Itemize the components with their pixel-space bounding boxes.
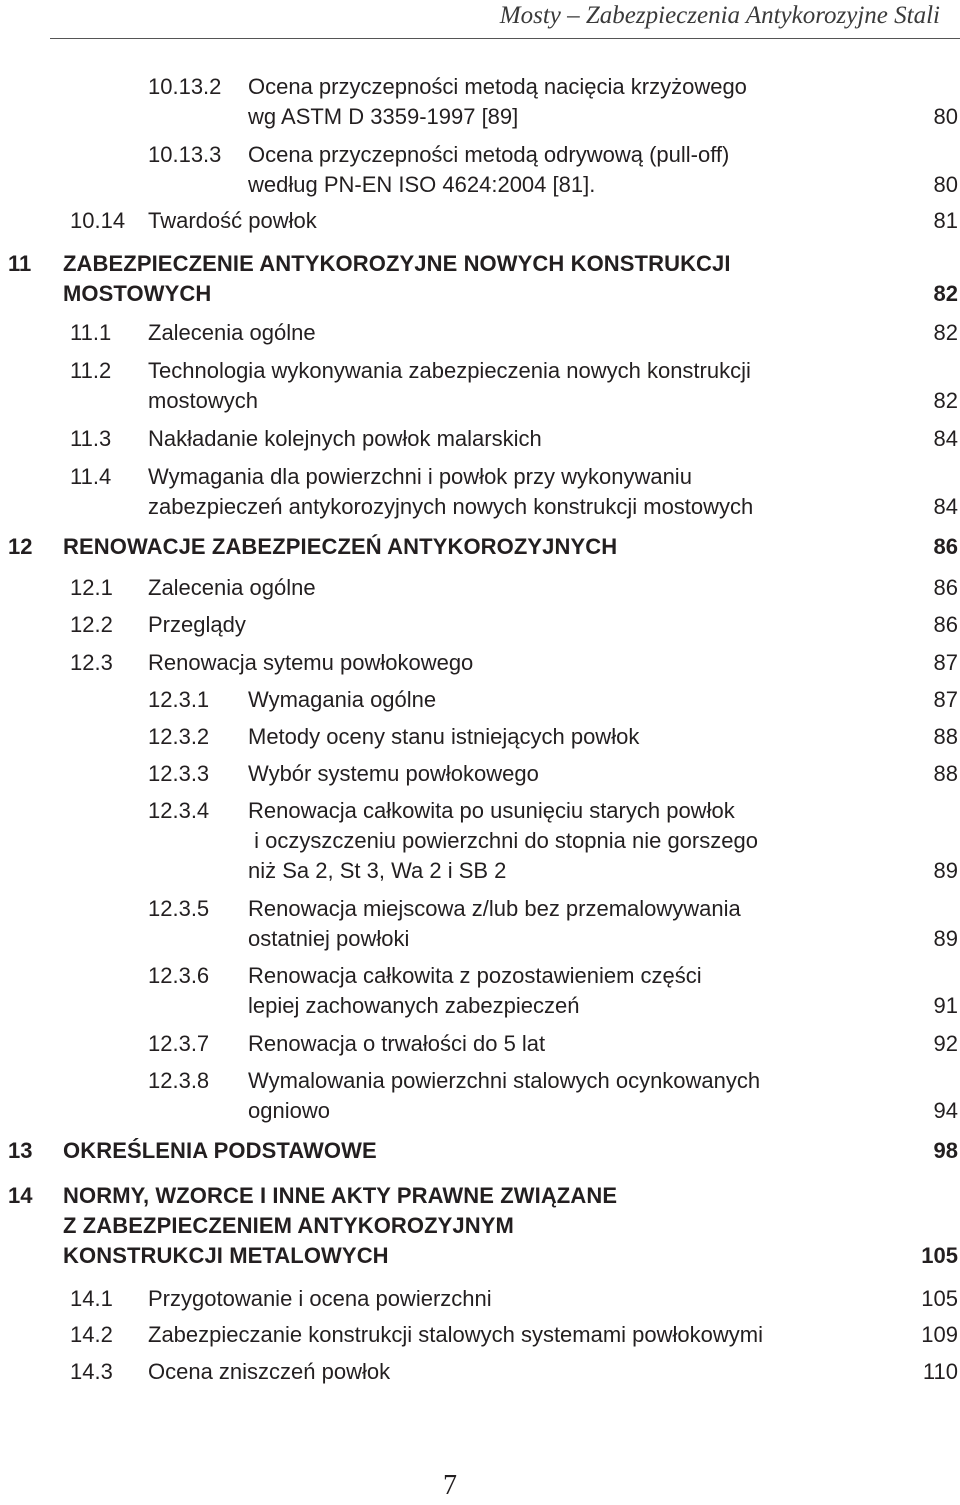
toc-entry[interactable] <box>0 894 960 954</box>
toc-entry[interactable] <box>0 356 960 416</box>
toc-entry[interactable] <box>0 648 960 678</box>
toc-entry-page: 88 <box>933 761 958 786</box>
running-header: Mosty – Zabezpieczenia Antykorozyjne Stali <box>499 2 940 29</box>
toc-entry-page: 86 <box>933 612 958 637</box>
toc-entry-title-line: Z ZABEZPIECZENIEM ANTYKOROZYJNYM <box>63 1213 514 1238</box>
toc-entry-page: 86 <box>933 575 958 600</box>
toc-entry-title-line: Twardość powłok <box>148 208 317 233</box>
toc-entry[interactable] <box>0 1066 960 1126</box>
toc-entry[interactable] <box>0 462 960 522</box>
toc-entry-page: 98 <box>933 1138 958 1163</box>
toc-entry-title-line: Ocena zniszczeń powłok <box>148 1359 391 1384</box>
toc-entry-title-line: Zalecenia ogólne <box>148 575 316 600</box>
toc-entry-number: 12.3.7 <box>148 1031 210 1056</box>
toc-entry-title-line: Ocena przyczepności metodą odrywową (pull-off) <box>248 142 730 167</box>
toc-entry[interactable] <box>0 72 960 132</box>
toc-entry-page: 84 <box>933 426 958 451</box>
toc-entry-page: 110 <box>922 1359 958 1384</box>
toc-entry-title-line: według PN-EN ISO 4624:2004 [81]. <box>248 172 596 197</box>
toc-entry-title-line: OKREŚLENIA PODSTAWOWE <box>63 1138 377 1163</box>
toc-entry-title-line: i oczyszczeniu powierzchni do stopnia nie gorszego <box>248 828 758 853</box>
toc-entry-title-line: Metody oceny stanu istniejących powłok <box>248 724 640 749</box>
toc-entry[interactable] <box>0 1029 960 1059</box>
toc-entry-number: 11.4 <box>70 464 112 489</box>
toc-entry-page: 80 <box>933 104 958 129</box>
toc-entry-title-line: Renowacja sytemu powłokowego <box>148 650 474 675</box>
toc-entry-title-line: Technologia wykonywania zabezpieczenia nowych konstrukcji <box>148 358 751 383</box>
toc-entry-page: 87 <box>933 650 958 675</box>
toc-entry-number: 11.3 <box>70 426 112 451</box>
toc-entry-page: 87 <box>933 687 958 712</box>
toc-chapter-entry[interactable] <box>0 1181 960 1271</box>
toc-entry-number: 12.1 <box>70 575 113 600</box>
toc-entry-number: 11 <box>8 251 32 276</box>
toc-entry[interactable] <box>0 424 960 454</box>
toc-entry-page: 82 <box>933 388 958 413</box>
toc-entry-title-line: Renowacja całkowita po usunięciu starych powłok <box>248 798 735 823</box>
toc-chapter-entry[interactable] <box>0 532 960 562</box>
toc-entry-page: 88 <box>933 724 958 749</box>
toc-entry-page: 109 <box>921 1322 958 1347</box>
toc-entry-title-line: RENOWACJE ZABEZPIECZEŃ ANTYKOROZYJNYCH <box>63 534 618 559</box>
toc-entry-page: 105 <box>921 1243 958 1268</box>
toc-entry-number: 14 <box>8 1183 33 1208</box>
toc-entry-title-line: Ocena przyczepności metodą nacięcia krzyżowego <box>248 74 747 99</box>
toc-entry-page: 80 <box>933 172 958 197</box>
toc-entry-number: 10.13.3 <box>148 142 222 167</box>
toc-entry-title-line: Wymalowania powierzchni stalowych ocynkowanych <box>248 1068 761 1093</box>
toc-entry-title-line: wg ASTM D 3359-1997 [89] <box>248 104 519 129</box>
toc-entry-title-line: NORMY, WZORCE I INNE AKTY PRAWNE ZWIĄZANE <box>63 1183 618 1208</box>
toc-entry-number: 13 <box>8 1138 33 1163</box>
toc-entry-page: 82 <box>933 320 958 345</box>
toc-entry[interactable] <box>0 1320 960 1350</box>
toc-entry-title-line: Renowacja miejscowa z/lub bez przemalowywania <box>248 896 741 921</box>
toc-entry-title-line: Renowacja o trwałości do 5 lat <box>248 1031 546 1056</box>
toc-entry-number: 12.3.8 <box>148 1068 210 1093</box>
toc-entry[interactable] <box>0 610 960 640</box>
toc-entry-title-line: KONSTRUKCJI METALOWYCH <box>63 1243 389 1268</box>
toc-entry[interactable] <box>0 1284 960 1314</box>
toc-entry[interactable] <box>0 573 960 603</box>
toc-entry-number: 14.2 <box>70 1322 113 1347</box>
toc-entry[interactable] <box>0 318 960 348</box>
toc-entry[interactable] <box>0 796 960 886</box>
toc-entry-title-line: MOSTOWYCH <box>63 281 212 306</box>
toc-entry-page: 92 <box>933 1031 958 1056</box>
toc-entry-title-line: niż Sa 2, St 3, Wa 2 i SB 2 <box>248 858 507 883</box>
toc-chapter-entry[interactable] <box>0 1136 960 1166</box>
toc-entry-title-line: Zabezpieczanie konstrukcji stalowych systemami powłokowymi <box>148 1322 764 1347</box>
toc-entry[interactable] <box>0 140 960 200</box>
toc-entry-page: 105 <box>921 1286 958 1311</box>
toc-entry-number: 10.13.2 <box>148 74 222 99</box>
toc-entry-title-line: Przygotowanie i ocena powierzchni <box>148 1286 492 1311</box>
toc-entry-page: 86 <box>933 534 958 559</box>
toc-entry-title-line: Renowacja całkowita z pozostawieniem części <box>248 963 702 988</box>
toc-entry-title-line: Wymagania ogólne <box>248 687 437 712</box>
toc-chapter-entry[interactable] <box>0 249 960 309</box>
toc-entry-page: 82 <box>933 281 958 306</box>
toc-entry-number: 11.2 <box>70 358 112 383</box>
toc-entry[interactable] <box>0 759 960 789</box>
toc-entry-page: 81 <box>933 208 958 233</box>
toc-entry-page: 89 <box>933 858 958 883</box>
toc-entry-number: 12.3.2 <box>148 724 210 749</box>
toc-entry-title-line: Nakładanie kolejnych powłok malarskich <box>148 426 542 451</box>
header-rule <box>50 38 960 39</box>
toc-entry-page: 91 <box>933 993 958 1018</box>
toc-entry-title-line: Wymagania dla powierzchni i powłok przy wykonywaniu <box>148 464 692 489</box>
toc-entry-number: 12.3.6 <box>148 963 210 988</box>
toc-entry-title-line: ogniowo <box>248 1098 330 1123</box>
toc-entry-page: 84 <box>933 494 958 519</box>
toc-entry-title-line: zabezpieczeń antykorozyjnych nowych konstrukcji mostowych <box>148 494 754 519</box>
toc-entry[interactable] <box>0 1357 960 1387</box>
toc-entry-number: 11.1 <box>70 320 112 345</box>
toc-entry-number: 12.3.5 <box>148 896 210 921</box>
toc-entry-number: 14.1 <box>70 1286 113 1311</box>
toc-entry-number: 12.2 <box>70 612 113 637</box>
toc-entry-title-line: ZABEZPIECZENIE ANTYKOROZYJNE NOWYCH KONSTRUKCJI <box>63 251 731 276</box>
page-number: 7 <box>443 1470 457 1501</box>
toc-entry-page: 94 <box>933 1098 958 1123</box>
toc-entry-title-line: lepiej zachowanych zabezpieczeń <box>248 993 580 1018</box>
toc-entry-title-line: mostowych <box>148 388 259 413</box>
toc-entry-number: 12 <box>8 534 33 559</box>
toc-entry-number: 12.3.1 <box>148 687 210 712</box>
toc-entry-number: 12.3.4 <box>148 798 210 823</box>
toc-entry-number: 14.3 <box>70 1359 113 1384</box>
toc-entry[interactable] <box>0 722 960 752</box>
toc-entry-title-line: Zalecenia ogólne <box>148 320 316 345</box>
toc-entry-title-line: Wybór systemu powłokowego <box>248 761 539 786</box>
toc-entry-page: 89 <box>933 926 958 951</box>
toc-entry-number: 12.3.3 <box>148 761 210 786</box>
toc-entry[interactable] <box>0 685 960 715</box>
toc-entry-title-line: Przeglądy <box>148 612 246 637</box>
toc-entry[interactable] <box>0 206 960 236</box>
toc-entry-title-line: ostatniej powłoki <box>248 926 410 951</box>
toc-entry[interactable] <box>0 961 960 1021</box>
toc-entry-number: 10.14 <box>70 208 126 233</box>
toc-entry-number: 12.3 <box>70 650 113 675</box>
